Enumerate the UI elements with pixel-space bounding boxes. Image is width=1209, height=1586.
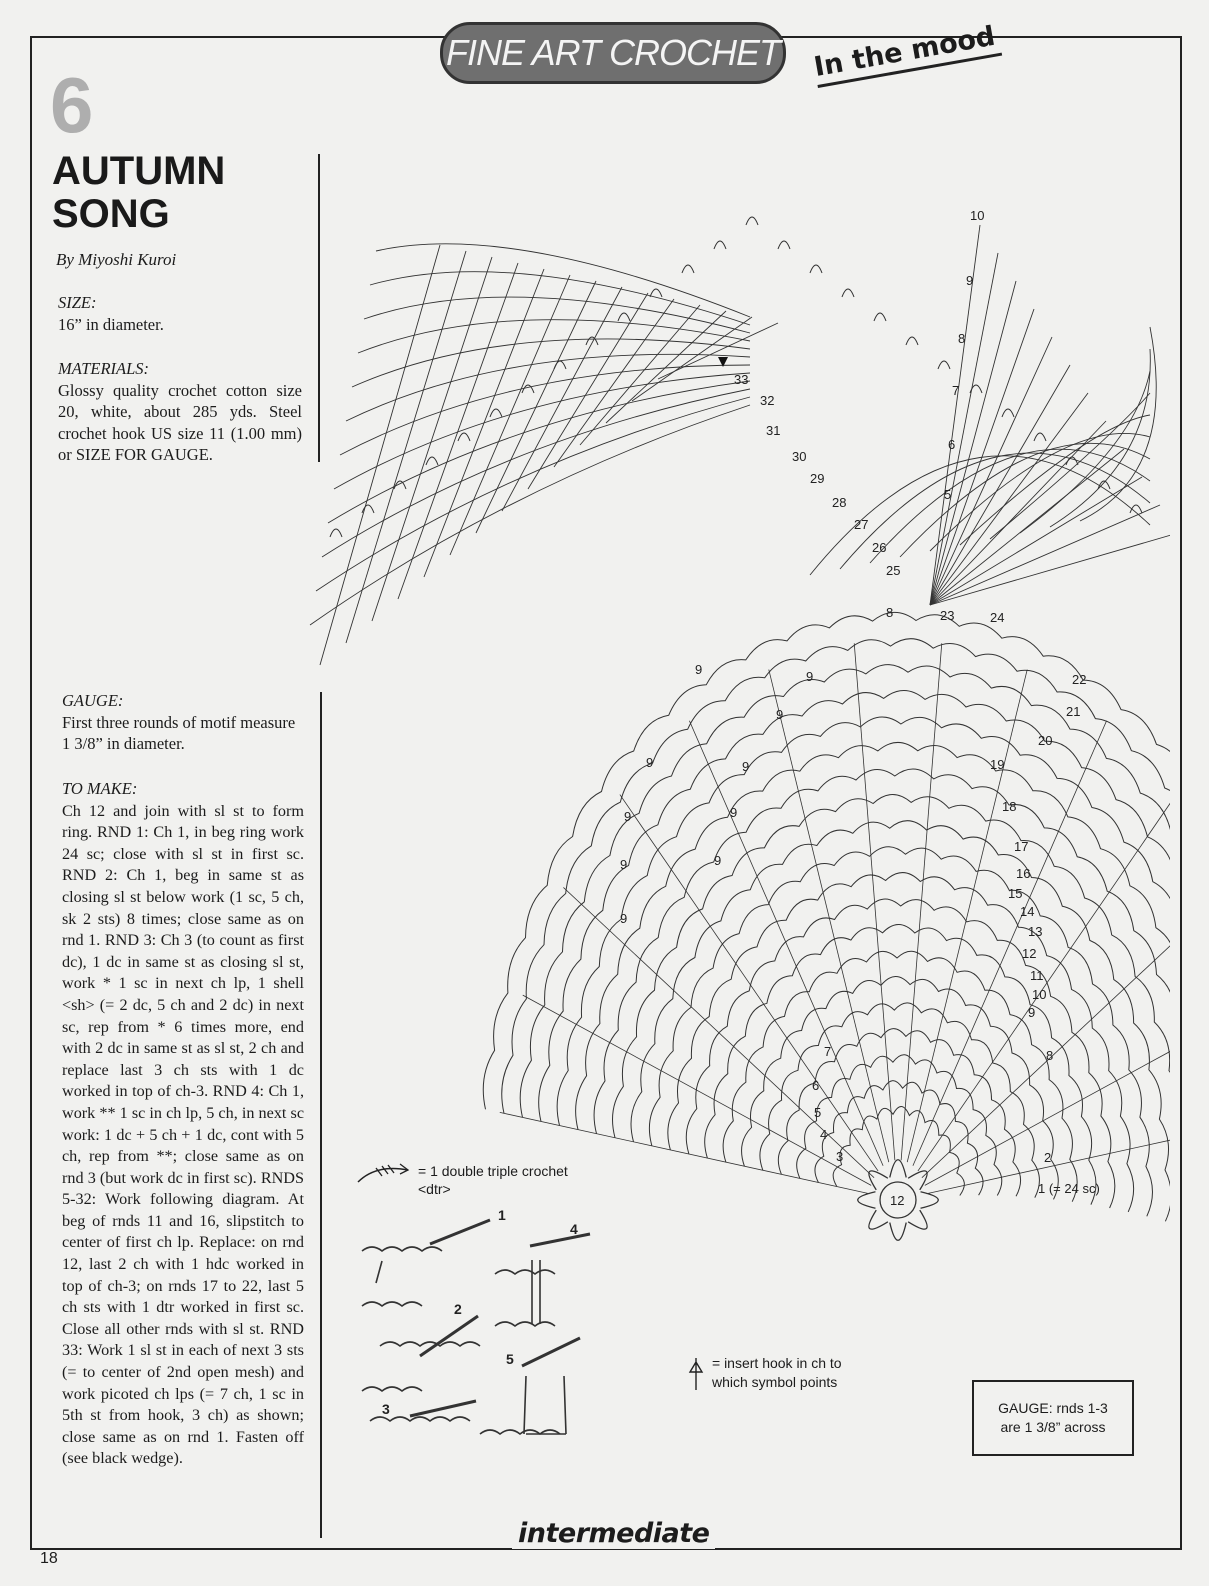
instructions-section [62,778,304,1470]
picot [874,313,886,321]
picot [426,457,438,465]
picot [778,241,790,249]
round-label-top: 26 [872,540,887,555]
picot [970,385,982,393]
round-label-right: 21 [1066,704,1081,719]
round-label-right: 20 [1038,733,1053,748]
pineapple-label: 9 [730,805,738,820]
size-label: SIZE: [58,293,97,312]
gauge-label: GAUGE: [62,691,124,710]
filet-grid-line [320,245,440,665]
picot [842,289,854,297]
picot [714,241,726,249]
round-label-right: 13 [1028,924,1043,939]
pineapple-round-arc [815,1081,983,1196]
filet-grid-line [658,323,778,379]
center-petal [890,1223,906,1241]
dtr-steps-svg [350,1206,600,1456]
crochet-chart [290,105,1170,1315]
picot [746,217,758,225]
wedge-grid-line [930,477,1142,605]
wedge-arc [1050,349,1150,527]
wedge-round-label: 10 [970,208,985,223]
wedge-round-label: 9 [966,273,974,288]
pineapple-label: 9 [776,707,784,722]
round-label-right: 15 [1008,886,1023,901]
round-label-top: 30 [792,449,807,464]
radial-stitch-line [922,887,1170,1177]
dtr-steps-illustration [350,1206,600,1456]
wedge-arc [840,453,1150,569]
round-label-inner: 4 [820,1127,828,1142]
pineapple-label: 9 [742,759,750,774]
pineapple-round-arc [576,742,1170,1239]
dtr-symbol-icon [356,1160,414,1186]
radial-stitch-line [689,721,883,1166]
pineapple-round-arc [797,1055,1002,1196]
round-label-inner: 3 [836,1149,844,1164]
radial-stitch-line [563,887,874,1177]
pineapple-label: 9 [646,755,654,770]
insert-hook-legend-text: = insert hook in ch to which symbol points [712,1355,842,1390]
round-label-right: 19 [990,757,1005,772]
round-label-right: 1 (= 24 sc) [1038,1181,1100,1196]
materials-section [58,358,302,466]
page-number: 18 [40,1550,58,1567]
picot [1002,409,1014,417]
round-label-right: 14 [1020,904,1035,919]
step-label-4: 4 [570,1221,578,1237]
materials-label: MATERIALS: [58,359,150,378]
wedge-grid-line [930,421,1106,605]
round-label-right: 11 [1030,968,1044,983]
gauge-box-line-1: GAUGE: rnds 1-3 [998,1400,1108,1416]
radial-stitch-line [854,643,895,1160]
pineapple-round-arc [502,639,1170,1271]
round-label-right: 9 [1028,1005,1036,1020]
fan-round-label: 8 [886,605,894,620]
picot [906,337,918,345]
filet-grid-line [346,251,466,643]
wedge-grid-line [930,253,998,605]
picot [554,361,566,369]
filet-arc [352,339,750,387]
section-title: In the mood [812,20,1002,88]
filet-arc [364,297,750,333]
picot [1034,433,1046,441]
round-label-top: 28 [832,495,847,510]
round-label-right: 17 [1014,839,1029,854]
wedge-grid-line [930,281,1016,605]
radial-stitch-line [907,670,1027,1163]
filet-grid-line [606,311,726,423]
filet-arc [328,381,750,523]
filet-grid-line [632,317,752,401]
gauge-text: First three rounds of motif measure 1 3/8” in diameter. [62,712,296,754]
crochet-chart-svg [290,105,1170,1315]
center-petal [890,1160,906,1178]
picot [682,265,694,273]
picot [458,433,470,441]
round-label-inner: 6 [812,1078,820,1093]
pineapple-label: 9 [695,662,703,677]
gauge-box [972,1380,1134,1456]
round-label-top: 25 [886,563,901,578]
round-label-top: 33 [734,372,749,387]
filet-grid-line [398,263,518,599]
filet-arc [310,405,750,625]
pineapple-round-arc [705,924,1096,1204]
wedge-round-label: 7 [952,383,960,398]
round-label-top: 23 [940,608,955,623]
step-label-5: 5 [506,1351,514,1367]
magazine-title: FINE ART CROCHET [445,32,780,73]
round-label-inner: 5 [814,1105,822,1120]
materials-text: Glossy quality crochet cotton size 20, white, about 285 yds. Steel crochet hook US size 11 (1.00 mm) or SIZE FOR GAUGE. [58,380,302,465]
wedge-arc [900,443,1150,557]
radial-stitch-line [913,721,1107,1166]
instructions-label: TO MAKE: [62,779,138,798]
round-label-inner: 7 [824,1044,832,1059]
wedge-grid-line [930,449,1124,605]
title-line-1: AUTUMN [52,149,226,193]
step-label-3: 3 [382,1401,390,1417]
wedge-grid-line [930,505,1160,605]
pineapple-round-arc [723,951,1077,1201]
center-petal [921,1192,939,1208]
wedge-arc [810,456,1150,575]
pineapple-label: 9 [620,857,628,872]
picot [490,409,502,417]
wedge-grid-line [930,365,1070,605]
center-ring-label: 12 [890,1193,905,1208]
round-label-top: 27 [854,517,869,532]
round-label-right: 2 [1044,1150,1052,1165]
picot [330,529,342,537]
size-section [58,292,308,335]
picot [810,265,822,273]
round-label-top: 29 [810,471,825,486]
wedge-round-label: 6 [948,437,956,452]
filet-arc [376,244,750,317]
picot [618,313,630,321]
round-label-right: 10 [1032,987,1047,1002]
step-label-1: 1 [498,1207,506,1223]
round-label-right: 8 [1046,1048,1054,1063]
round-label-top: 31 [766,423,781,438]
dtr-legend-text: = 1 double triple crochet <dtr> [418,1163,568,1197]
skill-level: intermediate [512,1518,715,1549]
round-label-right: 12 [1022,946,1037,961]
filet-grid-line [528,293,648,489]
picot [394,481,406,489]
picot [938,361,950,369]
byline: By Miyoshi Kuroi [56,250,177,269]
insert-hook-symbol-icon [688,1356,704,1392]
radial-stitch-line [620,795,878,1171]
pineapple-label: 9 [624,809,632,824]
round-label-right: 18 [1002,799,1017,814]
gauge-box-line-2: are 1 3/8” across [1000,1419,1106,1435]
pineapple-label: 9 [714,853,722,868]
step-label-2: 2 [454,1301,462,1317]
magazine-banner [440,22,786,84]
picot [1130,505,1142,513]
center-petal [858,1192,876,1208]
gauge-section [62,690,302,755]
pattern-number: 6 [50,61,94,149]
size-text: 16” in diameter. [58,314,164,334]
wedge-grid-line [930,337,1052,605]
instructions-text: Ch 12 and join with sl st to form ring. RND 1: Ch 1, in beg ring work 24 sc; close with sl st in first sc. RND 2: Ch 1, beg in same st as closing sl st below work (1 sc, 5 ch, sk 2 sts) 8 times; close same as on rnd 1. RND 3: Ch 3 (to count as first dc), 1 dc in same st as closing sl st, work * 1 sc in next ch lp, 1 shell <sh> (= 2 dc, 5 ch and 2 dc) in next sc, rep from * 6 times more, end with 2 dc in same st as sl st, 2 ch and replace last 3 ch sts with 1 dc worked in top of ch-3. RND 4: Ch 1, work ** 1 sc in ch lp, 5 ch, in next sc work: 1 dc + 5 ch + 1 dc, cont with 5 ch, rep from **; close same as on rnd 3 (but work dc in first sc). RNDS 5-32: Work following diagram. At beg of rnds 11 and 16, slipstitch to center of first ch lp. Replace: on rnd 12, last 2 ch with 1 hdc worked in top of ch-3; on rnds 17 to 22, last 5 ch sts with 1 dtr worked in first sc. Close all other rnds with sl st. RND 33: Work 1 sl st in each of next 3 sts (= to center of 2nd open mesh) and work picoted ch lps (= 7 ch, 1 sc in 5th st from hook, 3 ch) as shown; close same as on rnd 1. Fasten off (see black wedge). [62,801,304,1468]
pattern-title [52,150,312,236]
round-label-top: 24 [990,610,1005,625]
radial-stitch-line [769,670,889,1163]
round-label-top: 32 [760,393,775,408]
wedge-round-label: 5 [944,487,952,502]
filet-arc [322,389,750,557]
pineapple-label: 9 [806,669,814,684]
wedge-round-label: 8 [958,331,966,346]
pineapple-label: 9 [620,911,628,926]
round-label-right: 22 [1072,672,1087,687]
title-line-2: SONG [52,192,170,236]
round-label-right: 16 [1016,866,1031,881]
